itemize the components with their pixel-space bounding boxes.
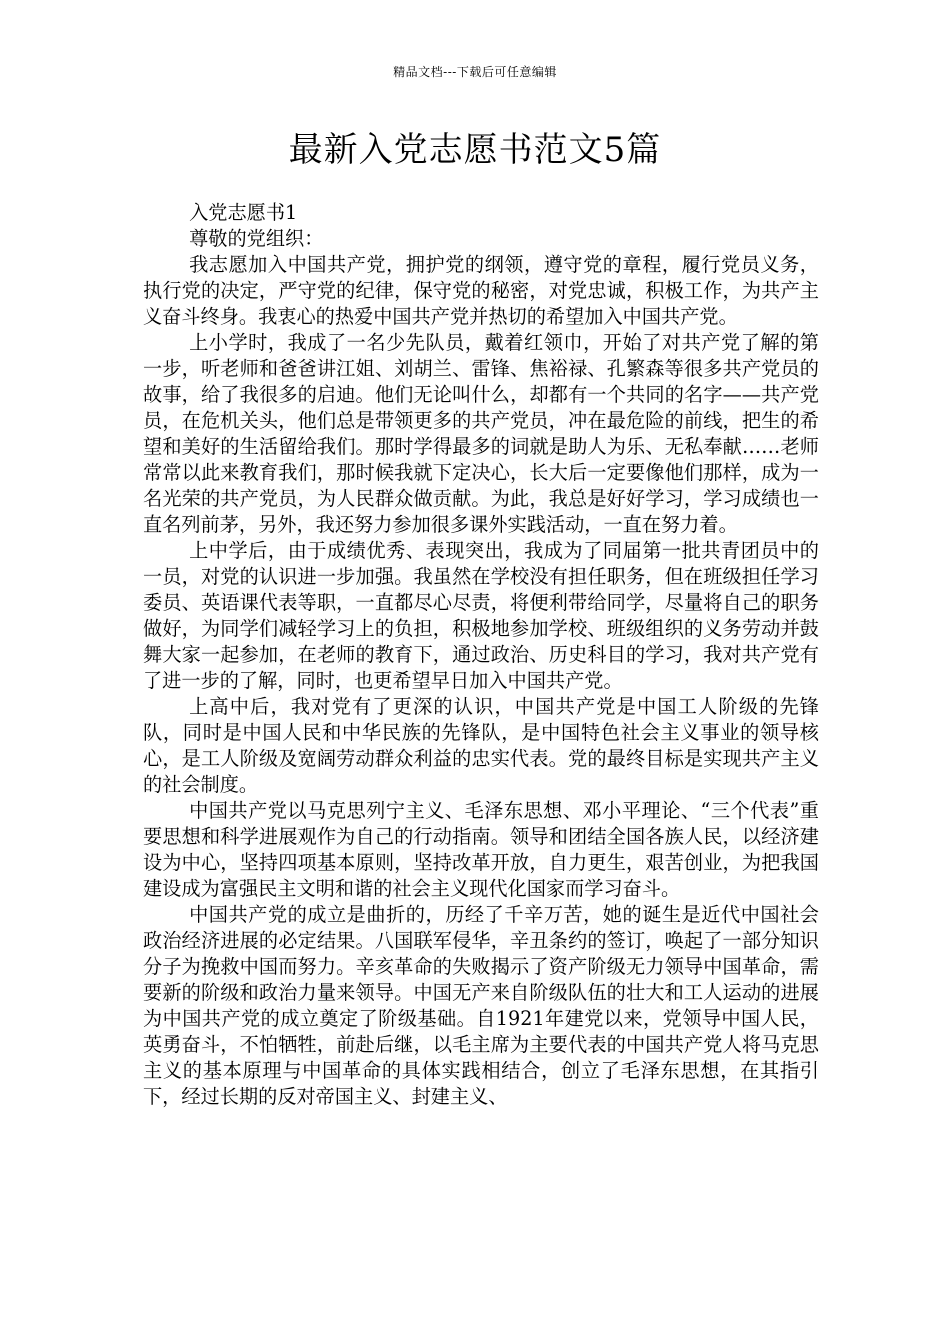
paragraph: 上中学后，由于成绩优秀、表现突出，我成为了同届第一批共青团员中的一员，对党的认识进一步加强。我虽然在学校没有担任职务，但在班级担任学习委员、英语课代表等职，一直都尽心尽责，将便利带给同学，尽量将自己的职务做好，为同学们减轻学习上的负担，积极地参加学校、班级组织的义务劳动并鼓舞大家一起参加，在老师的教育下，通过政治、历史科目的学习，我对共产党有了进一步的了解，同时，也更希望早日加入中国共产党。: [143, 539, 819, 692]
paragraph: 我志愿加入中国共产党，拥护党的纲领，遵守党的章程，履行党员义务，执行党的决定，严守党的纪律，保守党的秘密，对党忠诚，积极工作，为共产主义奋斗终身。我衷心的热爱中国共产党并热切的希望加入中国共产党。: [143, 253, 819, 328]
letter-heading: 入党志愿书1: [189, 201, 298, 224]
paragraph: 上小学时，我成了一名少先队员，戴着红领巾，开始了对共产党了解的第一步，听老师和爸爸讲江姐、刘胡兰、雷锋、焦裕禄、孔繁森等很多共产党员的故事，给了我很多的启迪。他们无论叫什么，却都有一个共同的名字——共产党员，在危机关头，他们总是带领更多的共产党员，冲在最危险的前线，把生的希望和美好的生活留给我们。那时学得最多的词就是助人为乐、无私奉献……老师常常以此来教育我们，那时候我就下定决心，长大后一定要像他们那样，成为一名光荣的共产党员，为人民群众做贡献。为此，我总是好好学习，学习成绩也一直名列前茅，另外，我还努力参加很多课外实践活动，一直在努力着。: [143, 331, 819, 536]
document-title: 最新入党志愿书范文5篇: [288, 130, 662, 170]
salutation: 尊敬的党组织：: [189, 227, 324, 250]
header-note: 精品文档---下载后可任意编辑: [393, 65, 557, 79]
paragraph: 中国共产党的成立是曲折的，历经了千辛万苦，她的诞生是近代中国社会政治经济进展的必定结果。八国联军侵华，辛丑条约的签订，唤起了一部分知识分子为挽救中国而努力。辛亥革命的失败揭示了资产阶级无力领导中国革命，需要新的阶级和政治力量来领导。中国无产来自阶级队伍的壮大和工人运动的进展为中国共产党的成立奠定了阶级基础。自1921年建党以来，党领导中国人民，英勇奋斗，不怕牺牲，前赴后继，以毛主席为主要代表的中国共产党人将马克思主义的基本原理与中国革命的具体实践相结合，创立了毛泽东思想，在其指引下，经过长期的反对帝国主义、封建主义、: [143, 903, 819, 1108]
document-body: [143, 200, 819, 1110]
paragraph: 上高中后，我对党有了更深的认识，中国共产党是中国工人阶级的先锋队，同时是中国人民和中华民族的先锋队，是中国特色社会主义事业的领导核心，是工人阶级及宽阔劳动群众利益的忠实代表。党的最终目标是实现共产主义的社会制度。: [143, 695, 819, 796]
paragraph: 中国共产党以马克思列宁主义、毛泽东思想、邓小平理论、“三个代表”重要思想和科学进展观作为自己的行动指南。领导和团结全国各族人民，以经济建设为中心，坚持四项基本原则，坚持改革开放，自力更生，艰苦创业，为把我国建设成为富强民主文明和谐的社会主义现代化国家而学习奋斗。: [143, 799, 819, 900]
